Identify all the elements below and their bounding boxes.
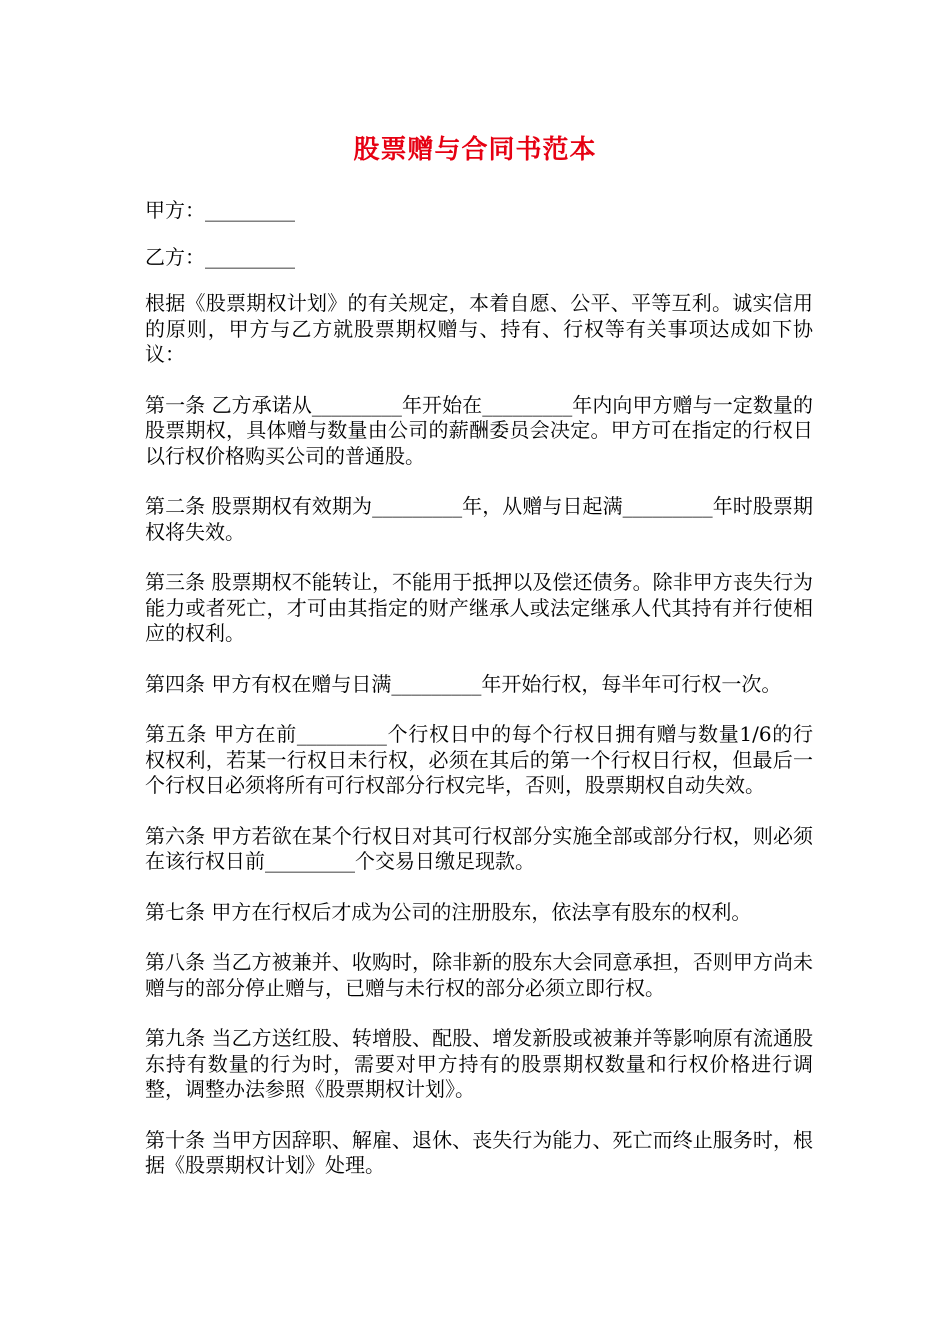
document-title: 股票赠与合同书范本 [353, 135, 597, 165]
party-b-line: 乙方：_________ [145, 244, 295, 269]
preamble-paragraph: 根据《股票期权计划》的有关规定，本着自愿、公平、平等互利。诚实信用的原则，甲方与乙方就股票期权赠与、持有、行权等有关事项达成如下协议： [145, 291, 813, 366]
article-4: 第四条 甲方有权在赠与日满_________年开始行权，每半年可行权一次。 [145, 671, 782, 696]
article-5: 第五条 甲方在前_________个行权日中的每个行权日拥有赠与数量1/6的行权权利，若某一行权日未行权，必须在其后的第一个行权日行权，但最后一个行权日必须将所有可行权部分行权完毕，否则，股票期权自动失效。 [145, 722, 813, 797]
article-2: 第二条 股票期权有效期为_________年，从赠与日起满_________年时股票期权将失效。 [145, 494, 813, 544]
party-a-line: 甲方：_________ [145, 198, 295, 222]
article-3: 第三条 股票期权不能转让，不能用于抵押以及偿还债务。除非甲方丧失行为能力或者死亡，才可由其指定的财产继承人或法定继承人代其持有并行使相应的权利。 [145, 570, 813, 645]
article-10: 第十条 当甲方因辞职、解雇、退休、丧失行为能力、死亡而终止服务时，根据《股票期权计划》处理。 [145, 1127, 813, 1177]
article-6: 第六条 甲方若欲在某个行权日对其可行权部分实施全部或部分行权，则必须在该行权日前_________个交易日缴足现款。 [145, 823, 813, 873]
article-7: 第七条 甲方在行权后才成为公司的注册股东，依法享有股东的权利。 [145, 899, 752, 924]
document-body [145, 198, 813, 1204]
article-9: 第九条 当乙方送红股、转增股、配股、增发新股或被兼并等影响原有流通股东持有数量的行为时，需要对甲方持有的股票期权数量和行权价格进行调整，调整办法参照《股票期权计划》。 [145, 1026, 813, 1101]
article-1: 第一条 乙方承诺从_________年开始在_________年内向甲方赠与一定数量的股票期权，具体赠与数量由公司的薪酬委员会决定。甲方可在指定的行权日以行权价格购买公司的普通股。 [145, 392, 813, 468]
article-8: 第八条 当乙方被兼并、收购时，除非新的股东大会同意承担，否则甲方尚未赠与的部分停止赠与，已赠与未行权的部分必须立即行权。 [145, 950, 813, 1000]
